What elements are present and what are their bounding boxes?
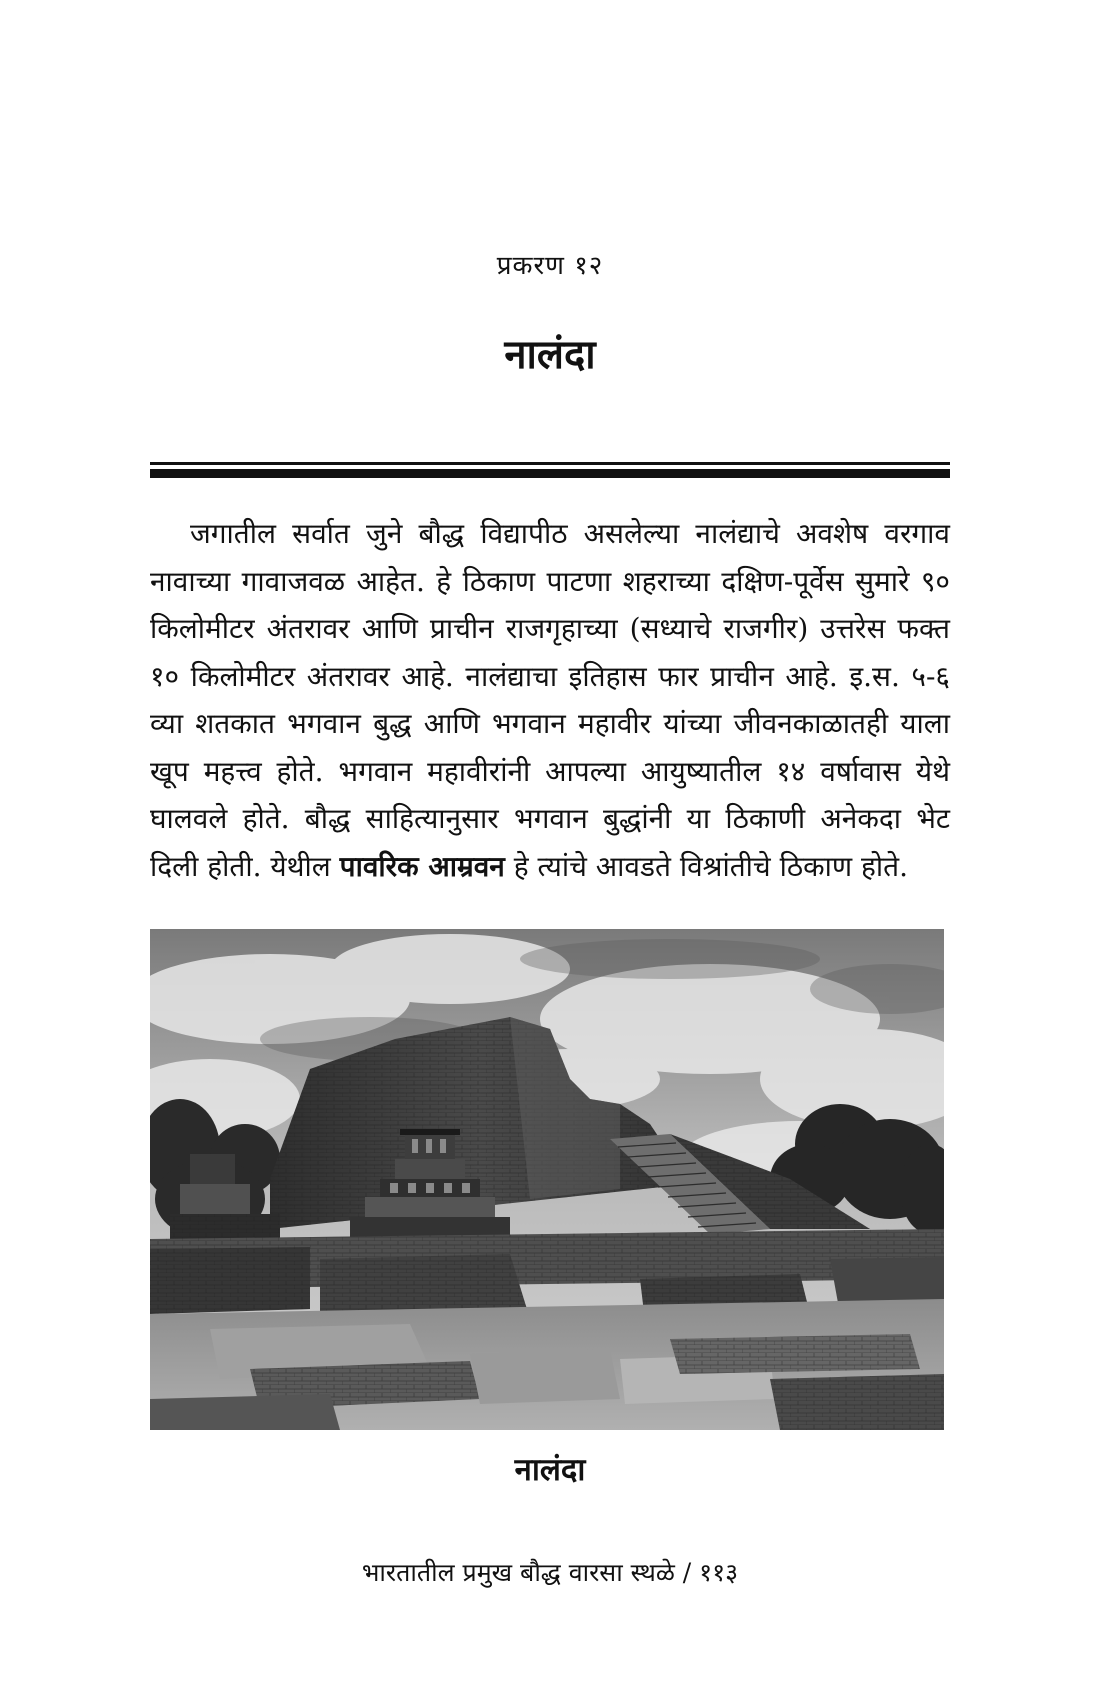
photo-caption: नालंदा	[514, 1452, 586, 1488]
ruins-photo-illustration	[150, 929, 944, 1430]
page-footer: भारतातील प्रमुख बौद्ध वारसा स्थळे / ११३	[361, 1558, 739, 1587]
divider-thin-rule	[150, 462, 950, 465]
divider-thick-rule	[150, 469, 950, 478]
body-text-main: जगातील सर्वात जुने बौद्ध विद्यापीठ असलेल्या नालंद्याचे अवशेष वरगाव नावाच्या गावाजवळ आहेत. हे ठिकाण पाटणा शहराच्या दक्षिण-पूर्वेस सुमारे ९० किलोमीटर अंतरावर आणि प्राचीन राजगृहाच्या (सध्याचे राजगीर) उत्तरेस फक्त १० किलोमीटर अंतरावर आहे. नालंद्याचा इतिहास फार प्राचीन आहे. इ.स. ५-६ व्या शतकात भगवान बुद्ध आणि भगवान महावीर यांच्या जीवनकाळातही याला खूप महत्त्व होते. भगवान महावीरांनी आपल्या आयुष्यातील १४ वर्षावास येथे घालवले होते. बौद्ध साहित्यानुसार भगवान बुद्धांनी या ठिकाणी अनेकदा भेट दिली होती. येथील	[150, 517, 950, 883]
nalanda-ruins-photo	[150, 929, 944, 1430]
body-text-end: हे त्यांचे आवडते विश्रांतीचे ठिकाण होते.	[504, 849, 909, 883]
chapter-title: नालंदा	[504, 331, 596, 378]
body-text-bold-place: पावरिक आम्रवन	[339, 849, 505, 883]
foreground-ground	[150, 1299, 944, 1430]
chapter-label: प्रकरण १२	[496, 251, 604, 281]
body-paragraph	[150, 510, 950, 890]
